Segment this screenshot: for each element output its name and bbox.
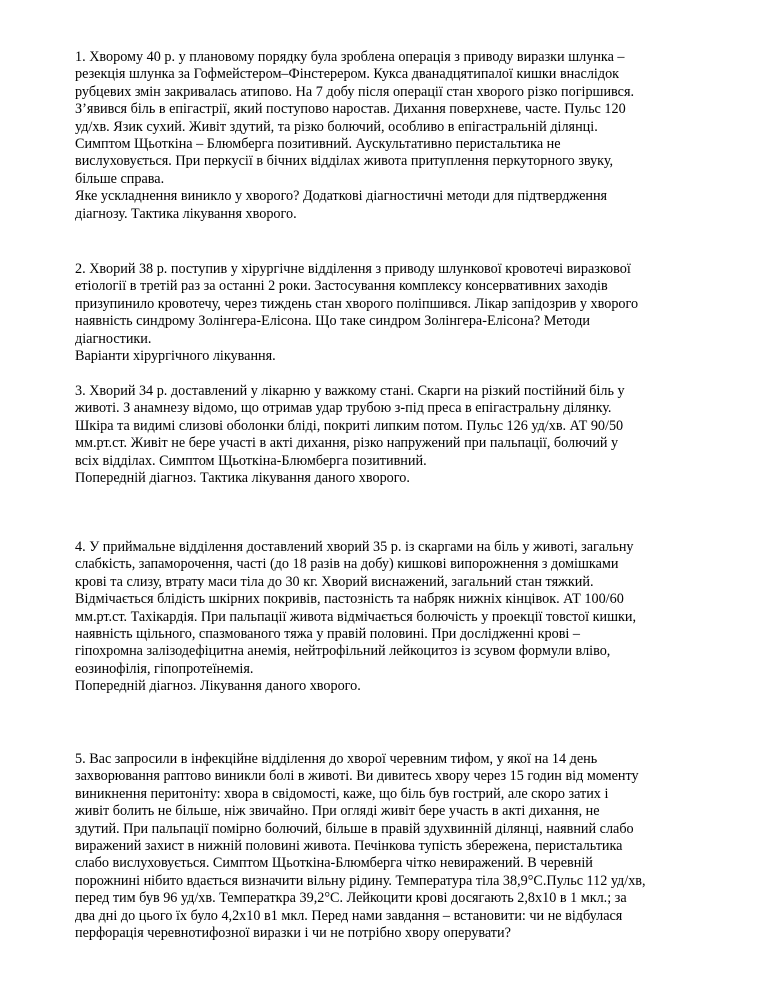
text-line: Попередній діагноз. Тактика лікування даного хворого.: [75, 469, 410, 486]
clinical-task-5: [75, 751, 715, 942]
text-line: 1. Хворому 40 р. у плановому порядку була зроблена операція з приводу виразки шлунка –: [75, 49, 625, 65]
text-line: захворювання раптово виникли болі в животі. Ви дивитесь хвору через 15 годин від моменту: [75, 768, 639, 785]
text-line: З’явився біль в епігастрії, який поступово наростав. Дихання поверхневе, часте. Пульс 120: [75, 101, 626, 118]
text-line: Відмічається блідість шкірних покривів, пастозність та набряк нижніх кінцівок. АТ 100/60: [75, 591, 624, 608]
text-line: порожнині нібито вдається визначити вільну рідину. Температура тіла 38,9°С.Пульс 112 уд/хв,: [75, 872, 646, 889]
text-line: 2. Хворий 38 р. поступив у хірургічне відділення з приводу шлункової кровотечі виразкової: [75, 261, 631, 277]
text-line: живіт болить не більше, ніж звичайно. При огляді живіт бере участь в акті дихання, не: [75, 803, 600, 820]
text-line: уд/хв. Язик сухий. Живіт здутий, та різко болючий, особливо в епігастральній ділянці.: [75, 118, 598, 135]
text-line: наявність синдрому Золінгера-Елісона. Що таке синдром Золінгера-Елісона? Методи: [75, 313, 591, 330]
text-line: два дні до цього їх було 4,2х10 в1 мкл. Перед нами завдання – встановити: чи не відбулася: [75, 907, 623, 924]
text-line: рубцевих змін закривалась атипово. На 7 добу після операції стан хворого різко погіршився.: [75, 83, 635, 100]
text-line: мм.рт.ст. Тахікардія. При пальпації живота відмічається болючість у проекції товстої кишки,: [75, 608, 637, 625]
text-line: виражений захист в нижній половині живота. Печінкова тупість збережена, перистальтика: [75, 837, 623, 854]
text-line: вислуховується. При перкусії в бічних відділах живота притуплення перкуторного звуку,: [75, 153, 614, 170]
text-line: крові та слизу, втрату маси тіла до 30 кг. Хворий виснажений, загальний стан тяжкий.: [75, 573, 594, 590]
text-line: Яке ускладнення виникло у хворого? Додаткові діагностичні методи для підтвердження: [75, 188, 608, 205]
text-line: перед тим був 96 уд/хв. Температкра 39,2°С. Лейкоцити крові досягають 2,8х10 в 1 мкл.; за: [75, 890, 627, 907]
text-line: більше справа.: [75, 170, 165, 187]
text-line: Шкіра та видимі слизові оболонки бліді, покриті липким потом. Пульс 126 уд/хв. АТ 90/50: [75, 417, 624, 434]
text-line: мм.рт.ст. Живіт не бере участі в акті дихання, різко напружений при пальпації, болючий у: [75, 435, 619, 452]
text-line: Попередній діагноз. Лікування даного хворого.: [75, 678, 361, 695]
text-line: виникнення перитоніту: хвора в свідомості, каже, що біль був гострий, але скоро затих і: [75, 785, 609, 802]
text-line: гіпохромна залізодефіцитна анемія, нейтрофільний лейкоцитоз із зсувом формули вліво,: [75, 643, 611, 660]
clinical-task-1: [75, 49, 715, 223]
text-line: 5. Вас запросили в інфекційне відділення до хворої черевним тифом, у якої на 14 день: [75, 751, 598, 767]
text-line: слабо вислуховується. Симптом Щьоткіна-Блюмберга чітко невиражений. В черевній: [75, 855, 593, 872]
text-line: 4. У приймальне відділення доставлений хворий 35 р. із скаргами на біль у животі, загальну: [75, 539, 634, 555]
text-line: 3. Хворий 34 р. доставлений у лікарню у важкому стані. Скарги на різкий постійний біль у: [75, 383, 625, 399]
text-line: діагнозу. Тактика лікування хворого.: [75, 205, 297, 222]
text-line: здутий. При пальпації помірно болючий, більше в правій здухвинній ділянці, наявний слабо: [75, 820, 634, 837]
text-line: Симптом Щьоткіна – Блюмберга позитивний. Аускультативно перистальтика не: [75, 135, 561, 152]
clinical-task-4: [75, 539, 715, 696]
text-line: животі. З анамнезу відомо, що отримав удар трубою з-під преса в епігастральну ділянку.: [75, 400, 612, 417]
text-line: наявність щільного, спазмованого тяжа у правій половині. При дослідженні крові –: [75, 625, 580, 642]
text-line: резекція шлунка за Гофмейстером–Фінстерером. Кукса дванадцятипалої кишки внаслідок: [75, 66, 620, 83]
text-line: еозинофілія, гіпопротеїнемія.: [75, 660, 254, 677]
text-line: всіх відділах. Симптом Щьоткіна-Блюмберга позитивний.: [75, 452, 427, 469]
text-line: Варіанти хірургічного лікування.: [75, 347, 276, 364]
clinical-task-3: [75, 383, 715, 487]
text-line: перфорація черевнотифозної виразки і чи не потрібно хвору оперувати?: [75, 924, 511, 941]
text-line: етіології в третій раз за останні 2 роки. Застосування комплексу консервативних заходів: [75, 278, 608, 295]
text-line: слабкість, запаморочення, часті (до 18 разів на добу) кишкові випорожнення з домішками: [75, 556, 619, 573]
text-line: призупинило кровотечу, через тиждень стан хворого поліпшився. Лікар запідозрив у хворого: [75, 295, 639, 312]
text-line: діагностики.: [75, 330, 152, 347]
clinical-task-2: [75, 261, 715, 365]
